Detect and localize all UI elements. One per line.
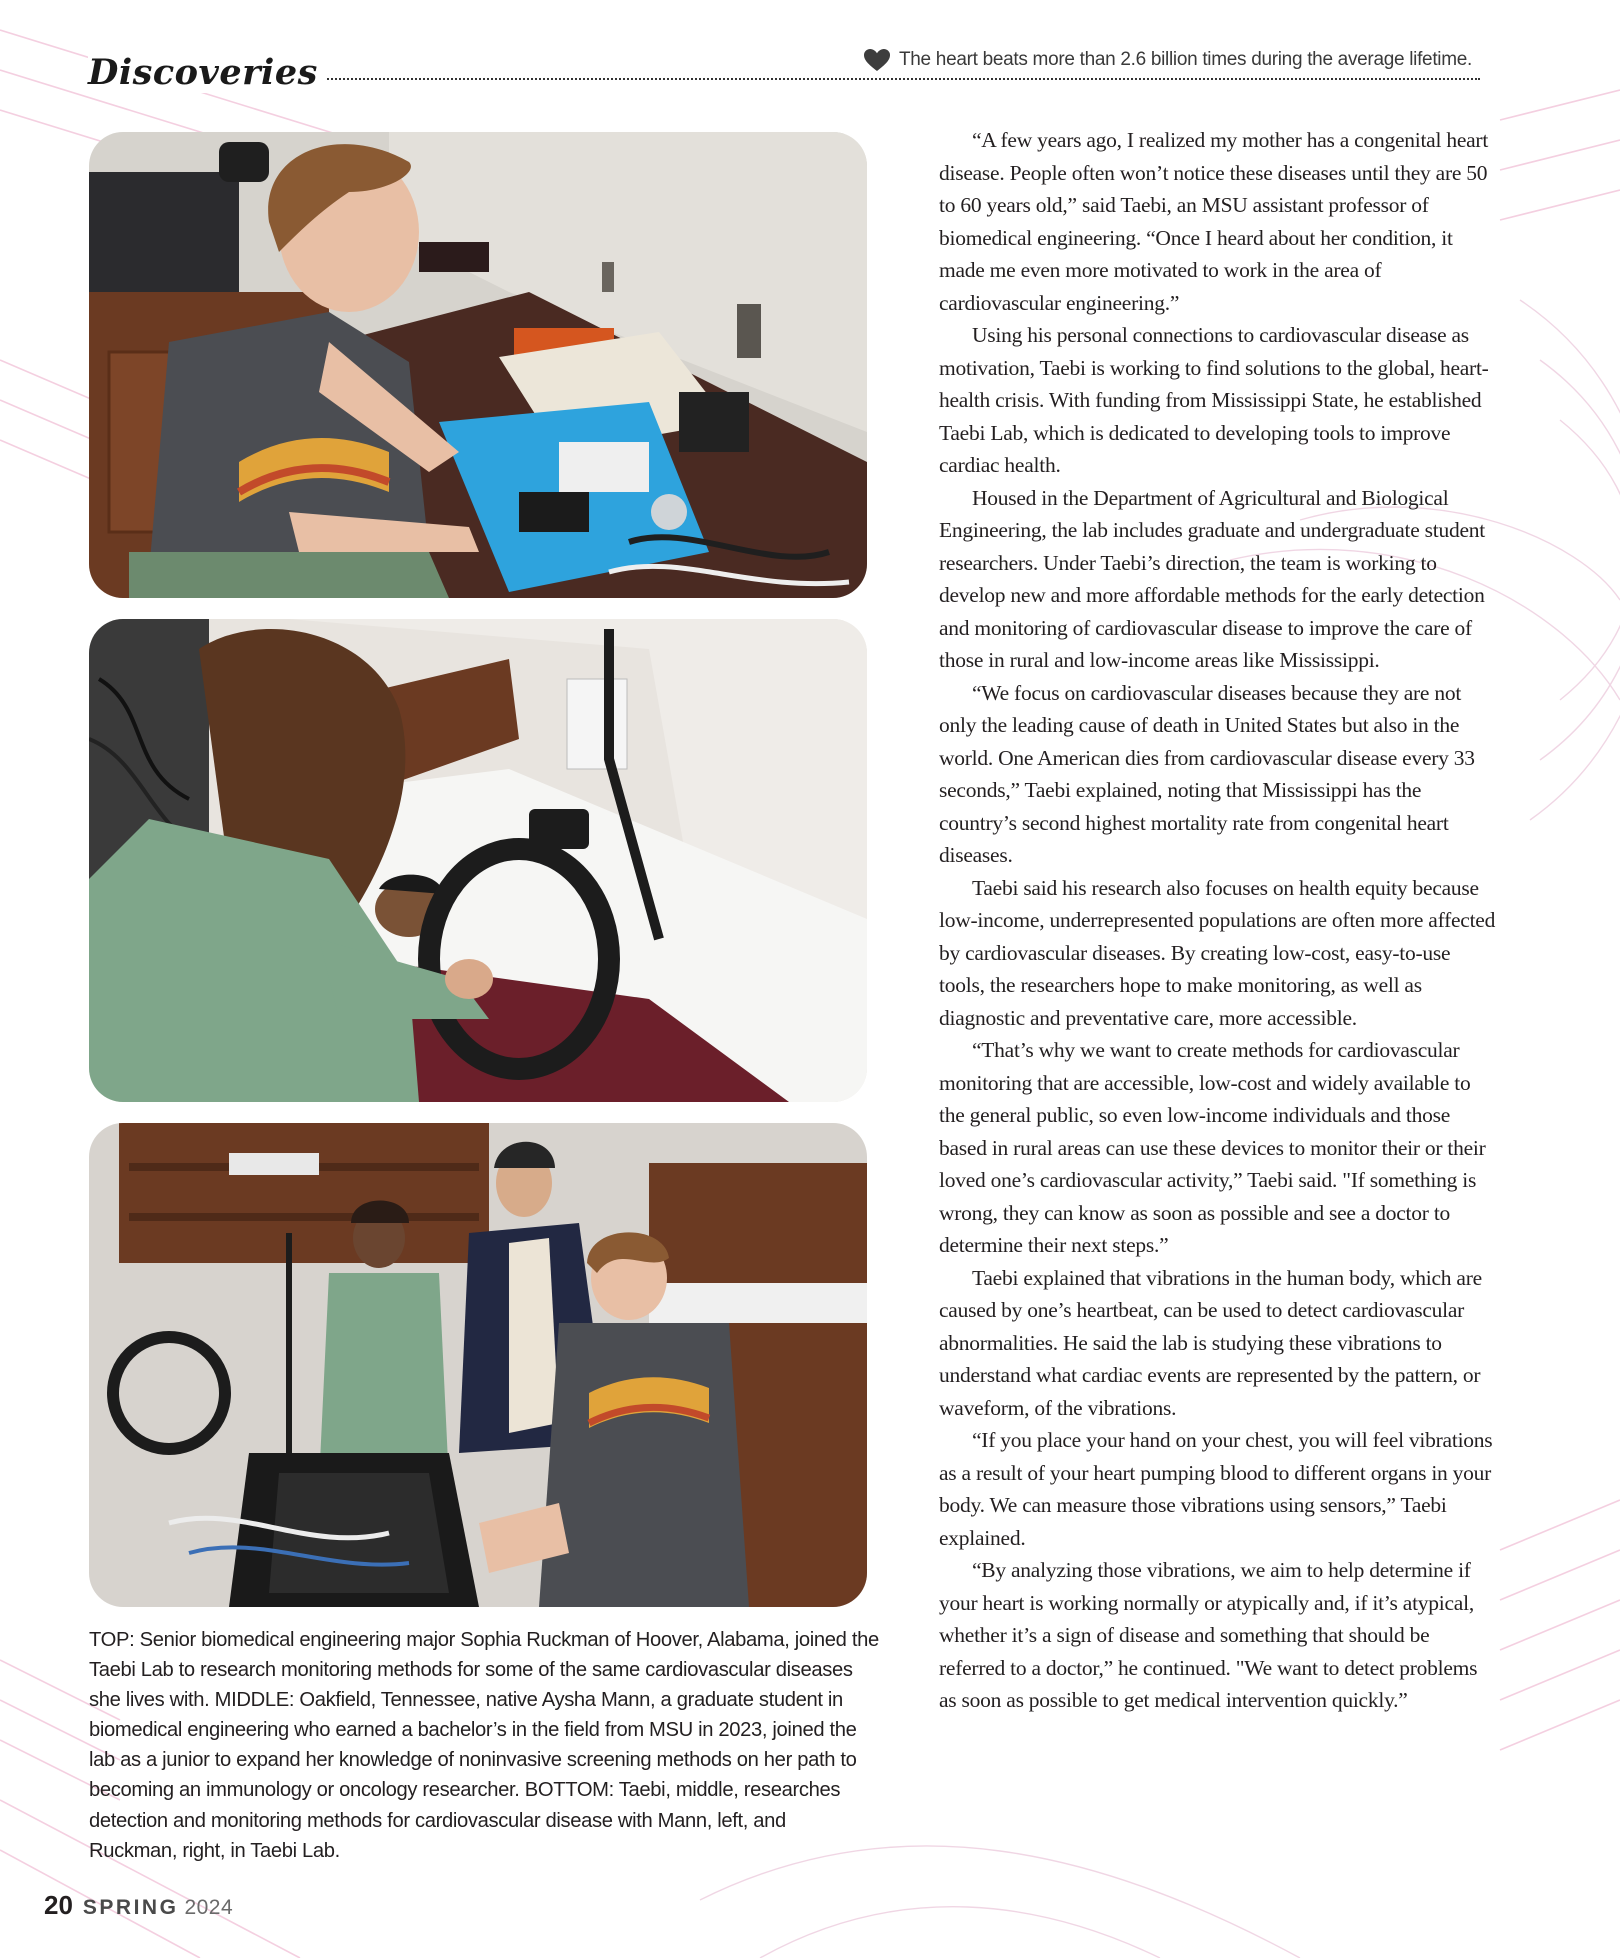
section-title: Discoveries <box>88 52 326 93</box>
article-paragraph-5: Taebi said his research also focuses on health equity because low-income, underrepresented populations are often more affected by cardiovascular diseases. By creating low-cost, easy-to-use tools, the researchers hope to make monitoring, as well as diagnostic and preventative care, more accessible. <box>939 875 1496 1030</box>
article-paragraph-3: Housed in the Department of Agricultural and Biological Engineering, the lab includes graduate and undergraduate student researchers. Under Taebi’s direction, the team is working to develop new and more affordable methods for the early detection and monitoring of cardiovascular disease to improve the care of those in rural and low-income areas like Mississippi. <box>939 485 1485 672</box>
article-paragraph-6: “That’s why we want to create methods for cardiovascular monitoring that are accessible, low-cost and widely available to the general public, so even low-income individuals and those based in rural areas can use these devices to monitor their or their loved one’s cardiovascular activity,” Taebi said. "If something is wrong, they can know as soon as possible and see a doctor to determine their next steps.” <box>939 1038 1486 1257</box>
photo-middle-patient-sensor <box>89 619 867 1102</box>
article-paragraph-9: “By analyzing those vibrations, we aim to help determine if your heart is working normally or atypically and, if it’s atypical, whether it’s a sign of disease and something that should be referred to a doctor,” he continued. "We want to detect problems as soon as possible to get medical intervention quickly.” <box>939 1558 1478 1712</box>
photo-bottom-lab-team <box>89 1123 867 1607</box>
heart-fact <box>857 48 1472 72</box>
article-paragraph-7: Taebi explained that vibrations in the human body, which are caused by one’s heartbeat, can be used to detect cardiovascular abnormalities. He said the lab is studying these vibrations to understand what cardiac events are represented by the pattern, or waveform, of the vibrations. <box>939 1265 1482 1420</box>
header-dotted-rule <box>292 78 1480 80</box>
photo-caption-text: TOP: Senior biomedical engineering major Sophia Ruckman of Hoover, Alabama, joined the Taebi Lab to research monitoring methods for some of the same cardiovascular diseases she lives with. MIDDLE: Oakfield, Tennessee, native Aysha Mann, a graduate student in biomedical engineering who earned a bachelor’s in the field from MSU in 2023, joined the lab as a junior to expand her knowledge of noninvasive screening methods on her path to becoming an immunology or oncology researcher. BOTTOM: Taebi, middle, researches detection and monitoring methods for cardiovascular disease with Mann, left, and Ruckman, right, in Taebi Lab. <box>89 1629 879 1862</box>
photo-caption <box>89 1625 879 1866</box>
article-paragraph-1: “A few years ago, I realized my mother has a congenital heart disease. People often won’t notice these diseases until they are 50 to 60 years old,” said Taebi, an MSU assistant professor of biomedical engineering. “Once I heard about her condition, it made me even more motivated to work in the area of cardiovascular engineering.” <box>939 128 1489 315</box>
article-paragraph-8: “If you place your hand on your chest, you will feel vibrations as a result of your heart pumping blood to different organs in your body. We can measure those vibrations using sensors,” Taebi explained. <box>939 1428 1493 1550</box>
article-paragraph-2: Using his personal connections to cardiovascular disease as motivation, Taebi is working to find solutions to the global, heart-health crisis. With funding from Mississippi State, he established Taebi Lab, which is dedicated to developing tools to improve cardiac health. <box>939 323 1489 477</box>
article-paragraph-4: “We focus on cardiovascular diseases because they are not only the leading cause of death in United States but also in the world. One American dies from cardiovascular disease every 33 seconds,” Taebi explained, noting that Mississippi has the country’s second highest mortality rate from congenital heart diseases. <box>939 680 1475 867</box>
issue-season: SPRING <box>82 1896 179 1919</box>
page-header <box>88 49 1480 100</box>
page-number: 20 <box>44 1890 73 1920</box>
heart-fact-text: The heart beats more than 2.6 billion times during the average lifetime. <box>898 49 1472 70</box>
page-footer <box>44 1890 233 1921</box>
heart-icon <box>863 48 891 72</box>
photo-top-student-workbench <box>89 132 867 598</box>
article-body <box>939 124 1499 1717</box>
issue-year: 2024 <box>184 1896 234 1919</box>
